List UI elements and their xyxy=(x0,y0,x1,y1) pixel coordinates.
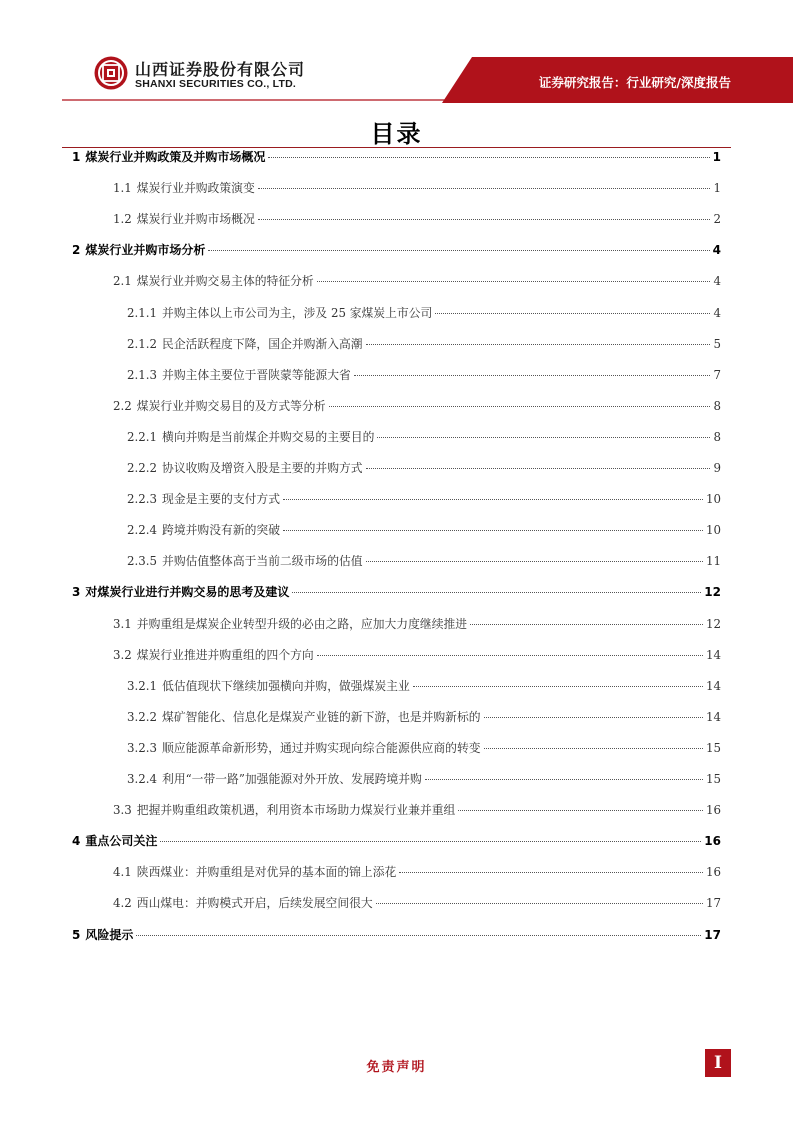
toc-entry-number: 2.2 xyxy=(113,398,132,413)
toc-entry-title: 横向并购是当前煤企并购交易的主要目的 xyxy=(162,429,375,444)
toc-entry[interactable] xyxy=(113,892,721,914)
toc-dot-leader xyxy=(376,903,703,904)
toc-entry-page: 15 xyxy=(705,772,721,786)
toc-dot-leader xyxy=(317,281,710,282)
toc-entry-page: 1 xyxy=(712,150,721,164)
page-header xyxy=(0,0,793,103)
toc-entry-title: 煤炭行业并购交易目的及方式等分析 xyxy=(136,398,326,413)
toc-entry-number: 2.1.1 xyxy=(127,305,158,320)
toc-entry-page: 4 xyxy=(712,243,721,258)
toc-entry-number: 3.2.2 xyxy=(127,709,158,724)
toc-entry[interactable] xyxy=(72,146,721,168)
toc-entry[interactable] xyxy=(113,644,721,666)
toc-entry-number: 2.2.4 xyxy=(127,523,158,538)
toc-entry-number: 1.1 xyxy=(113,181,132,196)
toc-entry-number: 2.1.3 xyxy=(127,367,158,382)
toc-entry-page: 10 xyxy=(705,523,721,538)
toc-entry-page: 5 xyxy=(713,336,721,351)
toc-dot-leader xyxy=(484,748,703,749)
toc-entry[interactable] xyxy=(72,239,721,261)
toc-entry-number: 3.2.3 xyxy=(127,740,158,755)
toc-entry-title: 顺应能源革命新形势，通过并购实现向综合能源供应商的转变 xyxy=(162,740,481,755)
toc-entry[interactable] xyxy=(113,395,721,417)
toc-dot-leader xyxy=(283,499,703,500)
toc-entry-page: 14 xyxy=(705,647,721,662)
toc-dot-leader xyxy=(258,188,710,189)
toc-entry-title: 并购主体以上市公司为主，涉及 25 家煤炭上市公司 xyxy=(162,305,433,320)
toc-dot-leader xyxy=(458,810,703,811)
toc-dot-leader xyxy=(136,935,701,936)
toc-entry-number: 4.2 xyxy=(113,896,132,911)
toc-entry-page: 8 xyxy=(713,429,721,444)
toc-entry[interactable] xyxy=(113,177,721,199)
toc-entry[interactable] xyxy=(113,799,721,821)
toc-entry-number: 4.1 xyxy=(113,865,132,880)
toc-entry[interactable] xyxy=(127,675,721,697)
toc-entry-title: 煤炭行业推进并购重组的四个方向 xyxy=(136,647,314,662)
toc-entry-page: 17 xyxy=(704,927,721,942)
toc-entry-page: 12 xyxy=(705,616,721,631)
toc-entry-page: 9 xyxy=(713,461,721,475)
toc-entry-number: 4 xyxy=(72,834,81,849)
toc-dot-leader xyxy=(292,592,701,593)
toc-entry-page: 1 xyxy=(713,181,721,196)
toc-entry[interactable] xyxy=(127,519,721,541)
toc-entry[interactable] xyxy=(127,488,721,510)
toc-entry-title: 民企活跃程度下降，国企并购渐入高潮 xyxy=(162,336,363,351)
toc-entry-number: 5 xyxy=(72,927,81,942)
toc-entry-title: 风险提示 xyxy=(85,927,134,942)
toc-entry-number: 3.3 xyxy=(113,803,132,818)
toc-dot-leader xyxy=(160,841,701,842)
toc-entry[interactable] xyxy=(127,333,721,355)
toc-dot-leader xyxy=(366,561,703,562)
toc-entry-title: 并购估值整体高于当前二级市场的估值 xyxy=(162,554,363,569)
toc-dot-leader xyxy=(268,157,709,158)
toc-entry-title: 煤炭行业并购交易主体的特征分析 xyxy=(136,274,314,289)
toc-entry-number: 1 xyxy=(72,150,81,164)
toc-entry-number: 2.1 xyxy=(113,274,132,289)
toc-dot-leader xyxy=(399,872,703,873)
toc-entry-title: 重点公司关注 xyxy=(85,834,158,849)
toc-entry-page: 16 xyxy=(704,834,721,849)
toc-entry[interactable] xyxy=(127,768,721,790)
toc-entry[interactable] xyxy=(72,830,721,852)
toc-entry-number: 2 xyxy=(72,243,81,258)
toc-entry-page: 8 xyxy=(713,398,721,413)
toc-entry-title: 煤炭行业并购市场概况 xyxy=(136,212,255,227)
toc-entry-page: 14 xyxy=(705,709,721,724)
toc-entry-number: 1.2 xyxy=(113,212,132,227)
toc-dot-leader xyxy=(366,468,710,469)
toc-entry-number: 2.2.1 xyxy=(127,429,158,444)
toc-entry[interactable] xyxy=(127,550,721,572)
toc-entry-number: 3.2.1 xyxy=(127,678,158,693)
company-name-cn: 山西证券股份有限公司 xyxy=(135,60,306,79)
page-number-badge: I xyxy=(705,1049,731,1077)
toc-entry-title: 把握并购重组政策机遇，利用资本市场助力煤炭行业兼并重组 xyxy=(136,803,456,818)
toc-entry[interactable] xyxy=(127,302,721,324)
toc-entry-title: 低估值现状下继续加强横向并购，做强煤炭主业 xyxy=(162,678,410,693)
toc-entry-page: 10 xyxy=(705,492,721,507)
toc-entry-page: 2 xyxy=(713,212,721,227)
toc-entry-page: 7 xyxy=(713,367,721,382)
toc-entry-title: 陕西煤业：并购重组是对优异的基本面的锦上添花 xyxy=(136,865,397,880)
toc-entry-page: 16 xyxy=(705,803,721,818)
toc-entry-page: 17 xyxy=(705,896,721,911)
toc-dot-leader xyxy=(317,655,703,656)
toc-dot-leader xyxy=(484,717,703,718)
toc-entry[interactable] xyxy=(127,457,721,479)
toc-entry-title: 煤炭行业并购政策及并购市场概况 xyxy=(85,150,266,164)
toc-entry[interactable] xyxy=(127,364,721,386)
toc-entry-page: 15 xyxy=(705,740,721,755)
toc-entry-title: 协议收购及增资入股是主要的并购方式 xyxy=(162,461,363,475)
toc-entry-number: 3.2 xyxy=(113,647,132,662)
toc-title: 目录 xyxy=(370,120,423,148)
toc-entry[interactable] xyxy=(113,861,721,883)
toc-entry[interactable] xyxy=(127,706,721,728)
toc-entry-title: 对煤炭行业进行并购交易的思考及建议 xyxy=(85,585,290,600)
toc-entry-number: 2.2.2 xyxy=(127,461,158,475)
toc-entry[interactable] xyxy=(113,270,721,292)
toc-entry-title: 煤炭行业并购政策演变 xyxy=(136,181,255,196)
toc-entry[interactable] xyxy=(72,924,721,946)
logo-mark-icon xyxy=(93,55,129,91)
toc-entry-title: 并购重组是煤炭企业转型升级的必由之路，应加大力度继续推进 xyxy=(136,616,468,631)
toc-dot-leader xyxy=(413,686,703,687)
toc-dot-leader xyxy=(354,375,710,376)
toc-entry-title: 煤矿智能化、信息化是煤炭产业链的新下游，也是并购新标的 xyxy=(162,709,481,724)
company-name-en: SHANXI SECURITIES CO., LTD. xyxy=(135,78,296,90)
toc-dot-leader xyxy=(283,530,703,531)
report-type-label: 证券研究报告：行业研究/深度报告 xyxy=(538,75,731,90)
toc-entry[interactable] xyxy=(113,613,721,635)
toc-entry-title: 西山煤电：并购模式开启，后续发展空间很大 xyxy=(136,896,373,911)
toc-dot-leader xyxy=(329,406,710,407)
toc-entry[interactable] xyxy=(113,208,721,230)
toc-entry-number: 2.3.5 xyxy=(127,554,158,569)
toc-entry-number: 2.2.3 xyxy=(127,492,158,507)
disclaimer-link[interactable]: 免责声明 xyxy=(366,1060,427,1075)
toc-entry-number: 3.2.4 xyxy=(127,772,158,786)
toc-dot-leader xyxy=(208,250,709,251)
toc-dot-leader xyxy=(366,344,710,345)
toc-dot-leader xyxy=(470,624,703,625)
toc-entry-title: 利用“一带一路”加强能源对外开放、发展跨境并购 xyxy=(162,772,422,786)
toc-entry-title: 跨境并购没有新的突破 xyxy=(162,523,281,538)
toc-entry-page: 16 xyxy=(705,865,721,880)
toc-dot-leader xyxy=(435,313,710,314)
toc-entry-number: 3.1 xyxy=(113,616,132,631)
toc-entry-title: 煤炭行业并购市场分析 xyxy=(85,243,206,258)
toc-dot-leader xyxy=(258,219,710,220)
toc-dot-leader xyxy=(425,779,703,780)
toc-entry-title: 现金是主要的支付方式 xyxy=(162,492,281,507)
toc-entry[interactable] xyxy=(127,426,721,448)
toc-entry-number: 2.1.2 xyxy=(127,336,158,351)
toc-entry-page: 11 xyxy=(705,554,721,569)
company-logo xyxy=(93,55,353,99)
toc-entry-page: 14 xyxy=(705,678,721,693)
toc-entry-page: 4 xyxy=(713,274,721,289)
toc-entry[interactable] xyxy=(127,737,721,759)
toc-entry[interactable] xyxy=(72,581,721,603)
toc-dot-leader xyxy=(377,437,710,438)
toc-entry-page: 12 xyxy=(704,585,721,600)
toc-entry-page: 4 xyxy=(713,305,721,320)
toc-entry-title: 并购主体主要位于晋陕蒙等能源大省 xyxy=(162,367,351,382)
toc-entry-number: 3 xyxy=(72,585,81,600)
